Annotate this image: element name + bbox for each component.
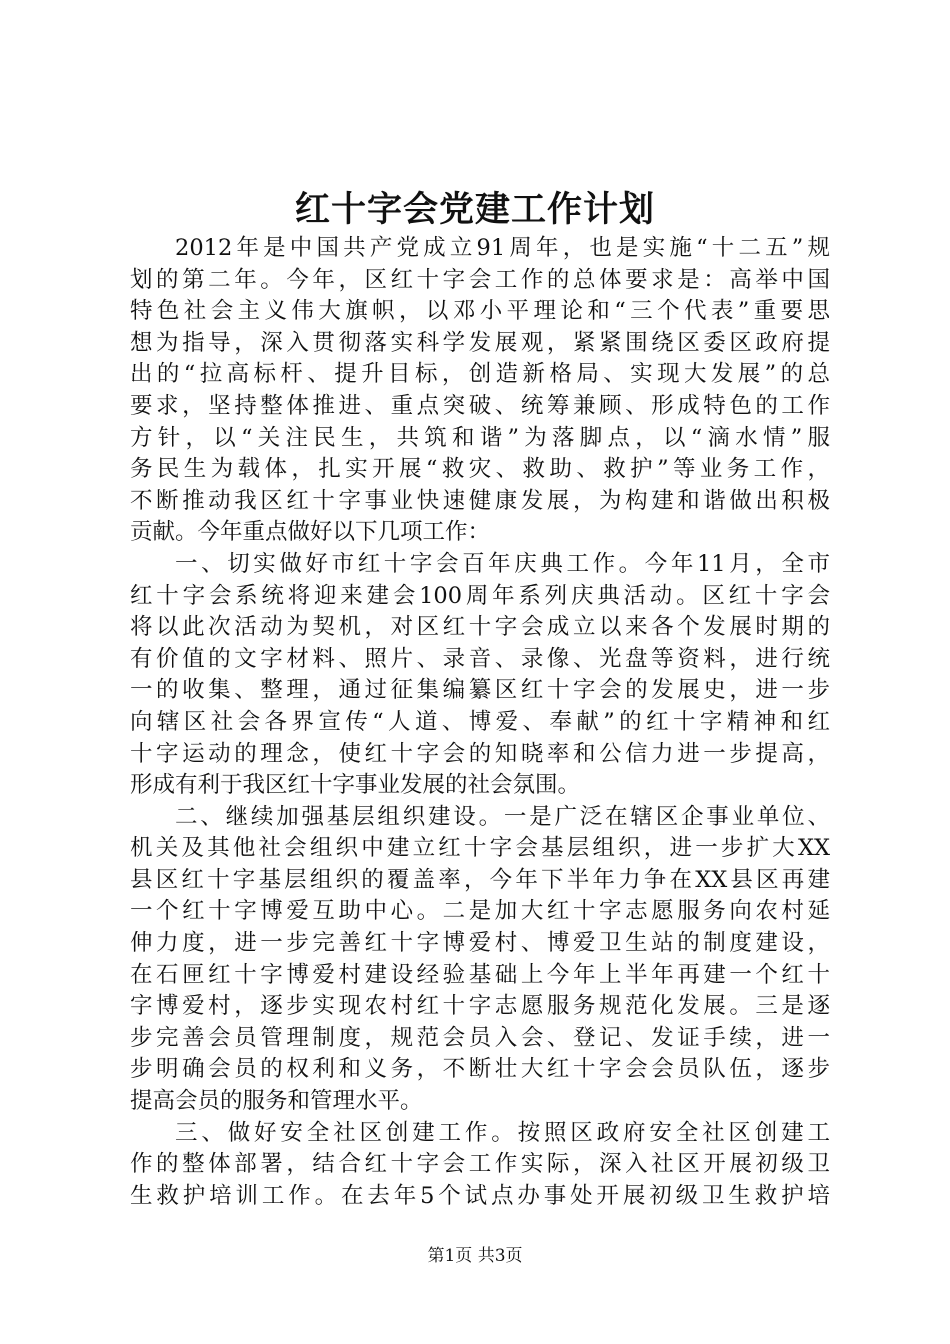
- paragraph-line: 形成有利于我区红十字事业发展的社会氛围。: [130, 772, 581, 799]
- paragraph: [130, 802, 830, 1118]
- page-footer: 第1页 共3页: [427, 1246, 523, 1266]
- paragraph-line: 生救护培训工作。在去年5个试点办事处开展初级卫生救护培: [130, 1182, 830, 1209]
- document-title: 红十字会党建工作计划: [294, 189, 655, 230]
- paragraph-line: 步明确会员的权利和义务，不断壮大红十字会会员队伍，逐步: [130, 1056, 830, 1083]
- paragraph-line: 一、切实做好市红十字会百年庆典工作。今年11月，全市: [175, 550, 830, 577]
- paragraph-line: 方针，以“关注民生，共筑和谐”为落脚点，以“滴水情”服: [130, 424, 830, 451]
- document-body: [130, 233, 830, 1212]
- paragraph-line: 务民生为载体，扎实开展“救灾、救助、救护”等业务工作，: [130, 456, 830, 483]
- paragraph: [130, 233, 830, 549]
- paragraph-line: 伸力度，进一步完善红十字博爱村、博爱卫生站的制度建设，: [130, 930, 830, 957]
- paragraph-line: 不断推动我区红十字事业快速健康发展，为构建和谐做出积极: [130, 487, 830, 514]
- paragraph-line: 划的第二年。今年，区红十字会工作的总体要求是：高举中国: [130, 266, 830, 293]
- paragraph-line: 步完善会员管理制度，规范会员入会、登记、发证手续，进一: [130, 1024, 830, 1051]
- paragraph-line: 特色社会主义伟大旗帜，以邓小平理论和“三个代表”重要思: [130, 298, 830, 325]
- paragraph-line: 在石匣红十字博爱村建设经验基础上今年上半年再建一个红十: [130, 961, 830, 988]
- paragraph: [130, 1118, 830, 1213]
- paragraph: [130, 549, 830, 802]
- paragraph-line: 想为指导，深入贯彻落实科学发展观，紧紧围绕区委区政府提: [130, 329, 830, 356]
- paragraph-line: 要求，坚持整体推进、重点突破、统筹兼顾、形成特色的工作: [130, 392, 830, 419]
- paragraph-line: 出的“拉高标杆、提升目标，创造新格局、实现大发展”的总: [130, 361, 830, 388]
- paragraph-line: 向辖区社会各界宣传“人道、博爱、奉献”的红十字精神和红: [130, 708, 830, 735]
- paragraph-line: 将以此次活动为契机，对区红十字会成立以来各个发展时期的: [130, 614, 830, 641]
- paragraph-line: 一个红十字博爱互助中心。二是加大红十字志愿服务向农村延: [130, 898, 830, 925]
- paragraph-line: 提高会员的服务和管理水平。: [130, 1088, 423, 1115]
- paragraph-line: 贡献。今年重点做好以下几项工作：: [130, 519, 491, 546]
- paragraph-line: 十字运动的理念，使红十字会的知晓率和公信力进一步提高，: [130, 740, 830, 767]
- paragraph-line: 一的收集、整理，通过征集编纂区红十字会的发展史，进一步: [130, 677, 830, 704]
- paragraph-line: 2012年是中国共产党成立91周年，也是实施“十二五”规: [175, 235, 830, 261]
- paragraph-line: 机关及其他社会组织中建立红十字会基层组织，进一步扩大XX: [130, 835, 830, 862]
- paragraph-line: 有价值的文字材料、照片、录音、录像、光盘等资料，进行统: [130, 645, 830, 672]
- paragraph-line: 红十字会系统将迎来建会100周年系列庆典活动。区红十字会: [130, 582, 830, 609]
- paragraph-line: 二、继续加强基层组织建设。一是广泛在辖区企事业单位、: [175, 803, 830, 830]
- paragraph-line: 作的整体部署，结合红十字会工作实际，深入社区开展初级卫: [130, 1151, 830, 1178]
- paragraph-line: 字博爱村，逐步实现农村红十字志愿服务规范化发展。三是逐: [130, 993, 830, 1020]
- paragraph-line: 县区红十字基层组织的覆盖率，今年下半年力争在XX县区再建: [130, 866, 830, 893]
- paragraph-line: 三、做好安全社区创建工作。按照区政府安全社区创建工: [175, 1119, 830, 1146]
